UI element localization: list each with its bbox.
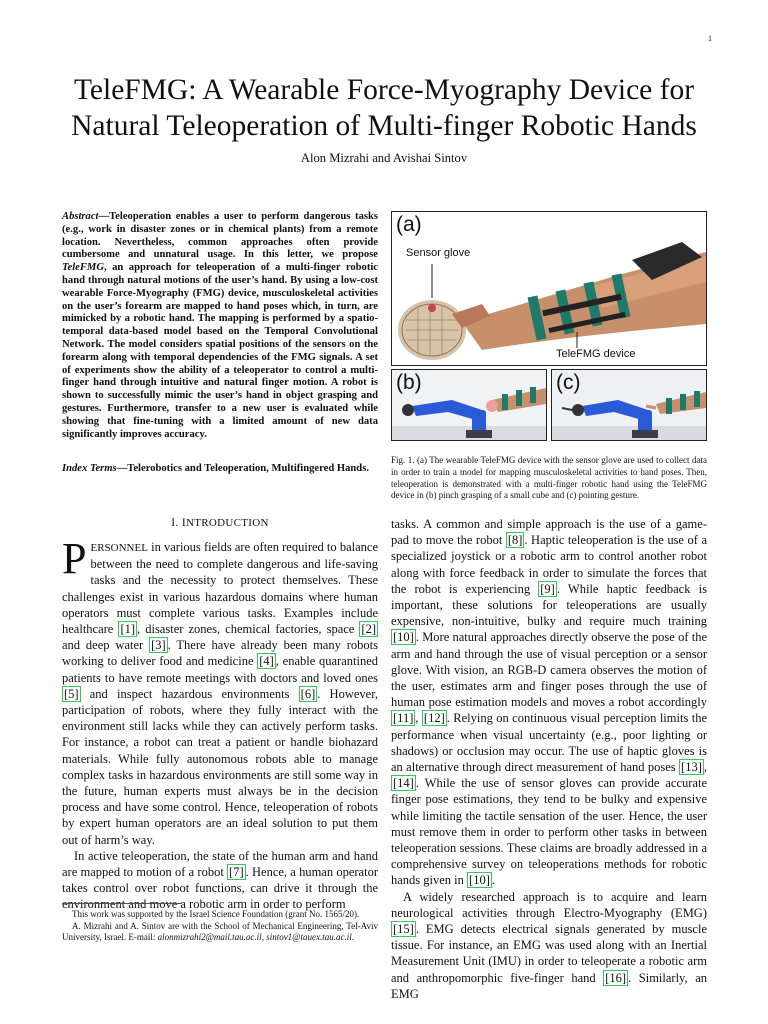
footnote-text: , bbox=[261, 932, 267, 942]
abstract bbox=[62, 211, 378, 441]
citation-link[interactable]: [16] bbox=[605, 970, 627, 985]
intro-right-paragraph-2 bbox=[391, 889, 707, 1002]
figure-panel-b bbox=[391, 369, 547, 441]
index-terms bbox=[62, 463, 378, 476]
intro-text: . Haptic teleoperation is the use of a specialized joystick or a robotic arm to control another robot along with force feedback in order to simulate the forces that the robot is experiencing bbox=[391, 533, 707, 596]
citation-link[interactable]: [3] bbox=[151, 638, 166, 653]
footnote-text: . bbox=[351, 932, 354, 942]
telefmg-device-annotation: TeleFMG device bbox=[556, 348, 636, 360]
abstract-text-2: , an approach for teleoperation of a multi-finger robotic hand through natural motions of the user’s hand. By using a low-cost wearable Force-Myography (FMG) device, musculoskeletal activities on the user’s forearm are mapped to hand poses which, in turn, are mimicked by a robotic hand. The mapping is performed by a spatio-temporal data-based model based on the Temporal Convolutional Network. The model considers spatial positions of the sensors on the forearm along with temporal dependencies of the FMG signals. A set of experiments show the ability of a teleoperator to control a multi-finger hand through intuitive and natural finger motion. A robot is shown to successfully mimic the user’s hand in object grasping and gestures. Furthermore, transfer to a new user is evaluated while showing that fine-tuning with a limited amount of new data significantly improves accuracy. bbox=[62, 262, 378, 440]
abstract-text-1: Teleoperation enables a user to perform dangerous tasks (e.g., work in disaster zones or in chemical plants) from a remote location. Nevertheless, common approaches often provide cumbersome and unnatural usage. In this letter, we propose bbox=[62, 211, 378, 261]
intro-smallcaps: ERSONNEL bbox=[90, 542, 148, 554]
section-number: I. bbox=[171, 516, 182, 529]
citation-link[interactable]: [4] bbox=[259, 654, 274, 669]
abstract-dash: — bbox=[98, 211, 110, 222]
arm-photo bbox=[392, 212, 706, 365]
intro-text: . Similarly, an EMG bbox=[391, 970, 707, 1001]
intro-text: . EMG detects electrical signals generated by muscle tissue. For instance, an EMG was used along with an Inertial Measurement Unit (IMU) in order to teleoperate a robotic arm and anthropomorphic five-finger hand bbox=[391, 922, 707, 985]
intro-text: and deep water bbox=[62, 638, 150, 653]
citation-link[interactable]: [9] bbox=[540, 581, 555, 596]
intro-text: . Hence, a human operator takes control over robot functions, can drive it through the environment and move a robotic arm in order to perform bbox=[62, 865, 378, 912]
figure-caption: Fig. 1. (a) The wearable TeleFMG device with the sensor glove are used to collect data in order to train a model for mapping musculoskeletal activities to hand poses. Then, teleoperation is demonstrated with a multi-finger robotic hand using the TeleFMG device in (b) pinch grasping of a small cube and (c) pointing gesture. bbox=[391, 455, 707, 501]
intro-text: . Relying on continuous visual perception limits the performance when visual uncertainty (e.g., poor lighting or shadows) or occlusion may occur. The use of haptic gloves is an alternative through direct measurement of hand poses bbox=[391, 711, 707, 775]
footnote-rule bbox=[62, 903, 182, 904]
citation-link[interactable]: [2] bbox=[361, 622, 376, 637]
intro-text: , bbox=[703, 760, 707, 775]
section-title-first: I bbox=[181, 516, 186, 529]
intro-text: . More natural approaches directly observe the pose of the arm and hand through the use of visual perception or a sensor glove. With vision, an RGB-D camera observes the motion of the user, estimates arm and finger poses through the use of human pose estimation models and moves a robot accordingly bbox=[391, 630, 707, 710]
paper-title bbox=[0, 72, 768, 144]
figure-1 bbox=[391, 211, 707, 441]
drop-cap: P bbox=[62, 534, 87, 583]
citation-link[interactable]: [10] bbox=[393, 630, 414, 645]
intro-left-column bbox=[62, 534, 378, 913]
page-number: 1 bbox=[708, 34, 712, 43]
citation-link[interactable]: [7] bbox=[229, 865, 244, 880]
intro-text: . There have already been many robots working to deliver food and medicine bbox=[62, 638, 378, 669]
panel-a-label: (a) bbox=[396, 213, 422, 236]
intro-text: in various fields are often required to balance between the need to complete dangerous and life-saving tasks and the necessity to protect themselves. These challenges exist in various hazardous domains where human operators must complete various tasks. Examples include healthcare bbox=[62, 540, 378, 637]
abstract-label: Abstract bbox=[62, 211, 99, 222]
figure-panel-c bbox=[551, 369, 707, 441]
section-heading bbox=[62, 516, 378, 529]
index-terms-label: Index Terms bbox=[62, 463, 117, 474]
citation-link[interactable]: [8] bbox=[507, 533, 523, 548]
citation-link[interactable]: [15] bbox=[393, 922, 414, 937]
intro-text: , enable quarantined patients to have remote meetings with doctors and loved ones bbox=[62, 654, 378, 685]
intro-text: , bbox=[415, 711, 422, 726]
footnote-funding: This work was supported by the Israel Science Foundation (grant No. 1565/20). bbox=[72, 909, 360, 919]
intro-right-column bbox=[391, 516, 707, 1002]
panel-b-label: (b) bbox=[396, 371, 422, 394]
footnote bbox=[62, 909, 378, 944]
intro-text: A widely researched approach is to acquire and learn neurological activities through Electro-Myography (EMG) bbox=[391, 889, 707, 920]
title-line-2: Natural Teleoperation of Multi-finger Robotic Hands bbox=[71, 110, 697, 142]
citation-link[interactable]: [12] bbox=[423, 711, 445, 726]
intro-text: and inspect hazardous environments bbox=[80, 686, 299, 701]
citation-link[interactable]: [14] bbox=[393, 776, 414, 791]
citation-link[interactable]: [6] bbox=[300, 686, 316, 701]
citation-link[interactable]: [5] bbox=[64, 686, 79, 701]
email-link[interactable]: sintov1@tauex.tau.ac.il bbox=[266, 932, 352, 942]
citation-link[interactable]: [10] bbox=[469, 873, 490, 888]
authors: Alon Mizrahi and Avishai Sintov bbox=[300, 151, 468, 165]
title-line-1: TeleFMG: A Wearable Force-Myography Device for bbox=[73, 74, 695, 106]
index-terms-dash: — bbox=[116, 463, 128, 474]
intro-text: . While the use of sensor gloves can provide accurate finger pose estimations, they tend to be bulky and expensive while limiting the tactile sensation of the user. Hence, the user must remove them in order to perform other tasks in between teleoperation sessions. These claims are broadly addressed in a comprehensive survey on teleoperations methods for robotic hands given in bbox=[391, 776, 707, 888]
intro-text: tasks. A common and simple approach is the use of a game-pad to move the robot bbox=[391, 517, 707, 548]
panel-c-label: (c) bbox=[556, 371, 581, 394]
citation-link[interactable]: [13] bbox=[681, 760, 702, 775]
email-link[interactable]: alonmizrahi2@mail.tau.ac.il bbox=[157, 932, 262, 942]
citation-link[interactable]: [11] bbox=[393, 711, 414, 726]
intro-text: . While haptic feedback is important, these solutions for teleoperations are usually expensive, non-intuitive, bulky and require much training bbox=[391, 581, 707, 629]
footnote-affiliation bbox=[62, 921, 378, 944]
intro-text: . However, participation of robots, where they fully interact with the environment still lacks while they can actively perform tasks. For instance, a robot can treat a patient or handle biohazard materials. While fully autonomous robots able to manage complex tasks in hazardous environments are still some way in the future, human experts must always be in the decision process and have some control. Hence, teleoperation of robots by expert human operators are an ideal solution to put them out of harm’s way. bbox=[62, 686, 378, 847]
intro-text: , disaster zones, chemical factories, space bbox=[137, 622, 360, 637]
figure-panel-a bbox=[391, 211, 707, 366]
section-title-rest: NTRODUCTION bbox=[185, 517, 269, 529]
index-terms-text: Telerobotics and Teleoperation, Multifingered Hands. bbox=[127, 463, 369, 474]
intro-text: In active teleoperation, the state of the human arm and hand are mapped to motion of a robot bbox=[62, 848, 378, 880]
sensor-glove-annotation: Sensor glove bbox=[406, 247, 471, 259]
citation-link[interactable]: [1] bbox=[120, 622, 136, 637]
intro-text: . bbox=[491, 873, 495, 888]
footnote-text: A. Mizrahi and A. Sintov are with the School of Mechanical Engineering, Tel-Aviv University, Israel. E-mail: bbox=[62, 920, 378, 942]
abstract-method: TeleFMG bbox=[62, 262, 104, 274]
